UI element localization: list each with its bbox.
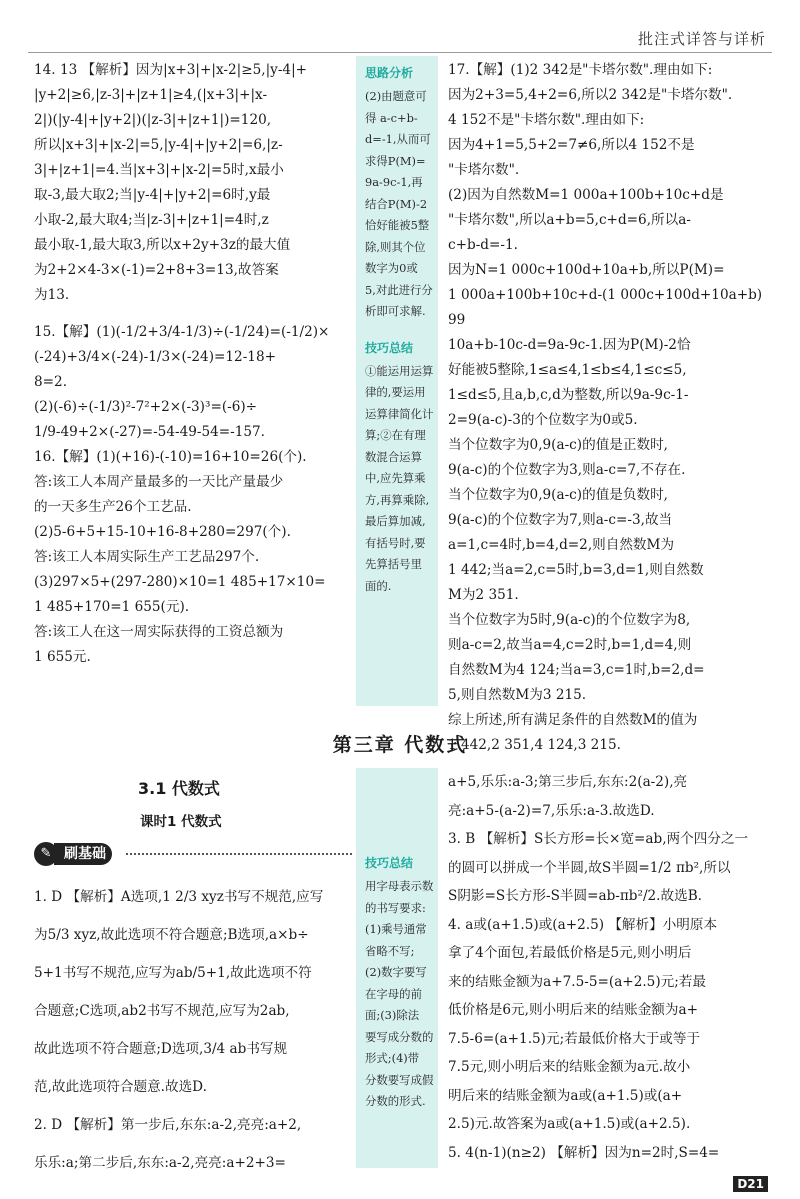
- text-line: 数混合运算: [365, 449, 422, 464]
- text-line: 省略不写;: [365, 943, 415, 958]
- text-line: 故此选项不符合题意;D选项,3/4 ab书写规: [34, 1041, 288, 1057]
- text-line: 2=9(a-c)-3的个位数字为0或5.: [448, 412, 638, 428]
- text-line: 综上所述,所有满足条件的自然数M的值为: [448, 712, 698, 728]
- text-line: c+b-d=-1.: [448, 237, 518, 253]
- text-line: 分数要写成假: [365, 1072, 434, 1087]
- solution-17: [448, 58, 772, 758]
- text-line: 明后来的结账金额为a或(a+1.5)或(a+: [448, 1087, 683, 1104]
- text-line: 拿了4个面包,若最低价格是5元,则小明后: [448, 945, 692, 961]
- text-line: 4 152不是"卡塔尔数".理由如下:: [448, 112, 645, 128]
- text-line: 5+1书写不规范,应写为ab/5+1,故此选项不符: [34, 965, 312, 981]
- text-line: 中,应先算乘: [365, 471, 426, 485]
- text-line: (2)由题意可: [365, 89, 427, 103]
- text-line: 的圆可以拼成一个半圆,故S半圆=1/2 πb²,所以: [448, 859, 731, 876]
- text-line: a=1,c=4时,b=4,d=2,则自然数M为: [448, 537, 675, 553]
- text-line: (1)乘号通常: [365, 922, 427, 936]
- text-line: (2)因为自然数M=1 000a+100b+10c+d是: [448, 187, 724, 203]
- text-line: (-24)+3/4×(-24)-1/3×(-24)=12-18+: [34, 349, 276, 365]
- text-line: 方,再算乘除,: [365, 492, 430, 507]
- text-line: 因为N=1 000c+100d+10a+b,所以P(M)=: [448, 262, 725, 278]
- text-line: 小取-2,最大取4;当|z-3|+|z+1|=4时,z: [34, 212, 269, 228]
- text-line: 最后算加减,: [365, 514, 426, 528]
- text-line: 2. D 【解析】第一步后,东东:a-2,亮亮:a+2,: [34, 1117, 302, 1133]
- solutions-1-2: [34, 878, 356, 1182]
- text-line: 10a+b-10c-d=9a-9c-1.因为P(M)-2恰: [448, 337, 691, 353]
- text-line: 16.【解】(1)(+16)-(-10)=16+10=26(个).: [34, 449, 307, 465]
- sidebar-bottom-text: [365, 876, 434, 1113]
- text-line: d=-1,从而可: [365, 132, 431, 146]
- header-title: 批注式详答与详析: [637, 30, 766, 48]
- text-line: 合题意;C选项,ab2书写不规范,应写为2ab,: [34, 1003, 290, 1019]
- text-line: ①能运用运算: [365, 363, 434, 378]
- text-line: 3|+|z+1|=4.当|x+3|+|x-2|=5时,x最小: [34, 162, 284, 178]
- text-line: a+5,乐乐:a-3;第三步后,东东:2(a-2),亮: [448, 774, 688, 790]
- text-line: 答:该工人本周产量最多的一天比产量最少: [34, 474, 284, 490]
- sidebar-title-analysis: 思路分析: [365, 66, 414, 80]
- text-line: 当个位数字为0,9(a-c)的值是负数时,: [448, 487, 668, 503]
- text-line: 数字为0或: [365, 261, 418, 275]
- text-line: [34, 308, 356, 320]
- text-line: 有括号时,要: [365, 535, 426, 550]
- text-line: 面的.: [365, 578, 392, 593]
- text-line: 答:该工人在这一周实际获得的工资总额为: [34, 624, 284, 640]
- text-line: S阴影=S长方形-S半圆=ab-πb²/2.故选B.: [448, 888, 702, 904]
- lesson-heading: 课时1 代数式: [140, 814, 222, 830]
- text-line: 范,故此选项符合题意.故选D.: [34, 1079, 207, 1095]
- text-line: 恰好能被5整: [365, 218, 430, 232]
- text-line: 则a-c=2,故当a=4,c=2时,b=1,d=4,则: [448, 637, 692, 653]
- text-line: 因为4+1=5,5+2=7≠6,所以4 152不是: [448, 137, 695, 153]
- text-line: 因为2+3=5,4+2=6,所以2 342是"卡塔尔数".: [448, 87, 733, 103]
- text-line: 得 a-c+b-: [365, 110, 418, 125]
- text-line: 15.【解】(1)(-1/2+3/4-1/3)÷(-1/24)=(-1/2)×: [34, 324, 330, 340]
- text-line: 当个位数字为0,9(a-c)的值是正数时,: [448, 437, 668, 453]
- text-line: 的一天多生产26个工艺品.: [34, 499, 192, 515]
- text-line: 低价格是6元,则小明后来的结账金额为a+: [448, 1002, 698, 1018]
- text-line: (2)(-6)÷(-1/3)²-7²+2×(-3)³=(-6)÷: [34, 399, 258, 415]
- section-heading: 3.1 代数式: [138, 779, 220, 798]
- text-line: 2|)(|y-4|+|y+2|)(|z-3|+|z+1|)=120,: [34, 112, 272, 128]
- text-line: 14. 13 【解析】因为|x+3|+|x-2|≥5,|y-4|+: [34, 62, 308, 78]
- text-line: 自然数M为4 124;当a=3,c=1时,b=2,d=: [448, 662, 705, 678]
- text-line: M为2 351.: [448, 587, 519, 603]
- chapter-heading: 第三章 代数式: [332, 734, 468, 756]
- text-line: 1 485+170=1 655(元).: [34, 599, 190, 615]
- text-line: 3. B 【解析】S长方形=长×宽=ab,两个四分之一: [448, 831, 749, 847]
- text-line: 除,则其个位: [365, 239, 426, 254]
- text-line: 取-3,最大取2;当|y-4|+|y+2|=6时,y最: [34, 187, 271, 203]
- text-line: 在字母的前: [365, 986, 422, 1001]
- text-line: 99: [448, 312, 466, 328]
- text-line: "卡塔尔数",所以a+b=5,c+d=6,所以a-: [448, 212, 691, 228]
- sidebar-title-bottom: 技巧总结: [365, 856, 414, 870]
- text-line: 运算律简化计: [365, 406, 434, 421]
- text-line: 为2+2×4-3×(-1)=2+8+3=13,故答案: [34, 262, 279, 278]
- text-line: 的书写要求:: [365, 900, 426, 915]
- text-line: 9(a-c)的个位数字为3,则a-c=7,不存在.: [448, 462, 686, 478]
- text-line: 1. D 【解析】A选项,1 2/3 xyz书写不规范,应写: [34, 889, 324, 905]
- text-line: 5,对此进行分: [365, 282, 433, 297]
- text-line: 9a-9c-1,再: [365, 175, 423, 189]
- text-line: 为13.: [34, 287, 70, 303]
- text-line: "卡塔尔数".: [448, 162, 520, 178]
- text-line: 17.【解】(1)2 342是"卡塔尔数".理由如下:: [448, 62, 713, 78]
- practice-banner: [34, 838, 352, 870]
- solutions-3-5: [448, 768, 772, 1167]
- text-line: 当个位数字为5时,9(a-c)的个位数字为8,: [448, 612, 691, 628]
- text-line: |y+2|≥6,|z-3|+|z+1|≥4,(|x+3|+|x-: [34, 87, 268, 103]
- text-line: 律的,要运用: [365, 385, 426, 399]
- text-line: 先算括号里: [365, 557, 422, 571]
- text-line: 分数的形式.: [365, 1094, 426, 1108]
- sidebar-tips-bottom: [356, 768, 438, 1168]
- text-line: 析即可求解.: [365, 304, 426, 318]
- text-line: 要写成分数的: [365, 1029, 434, 1044]
- header-rule: [28, 52, 772, 53]
- pencil-icon: ✎: [34, 842, 58, 866]
- text-line: 7.5-6=(a+1.5)元;若最低价格大于或等于: [448, 1030, 701, 1047]
- text-line: 面;(3)除法: [365, 1008, 420, 1022]
- text-line: 最小取-1,最大取3,所以x+2y+3z的最大值: [34, 237, 291, 253]
- text-line: 5. 4(n-1)(n≥2) 【解析】因为n=2时,S=4=: [448, 1144, 720, 1161]
- text-line: 答:该工人本周实际生产工艺品297个.: [34, 549, 260, 565]
- text-line: 1/9-49+2×(-27)=-54-49-54=-157.: [34, 424, 266, 440]
- sidebar-analysis-text: [365, 86, 433, 323]
- text-line: 所以|x+3|+|x-2|=5,|y-4|+|y+2|=6,|z-: [34, 137, 283, 153]
- text-line: 来的结账金额为a+7.5-5=(a+2.5)元;若最: [448, 973, 706, 990]
- sidebar-tips-text: [365, 361, 434, 598]
- text-line: 1 442;当a=2,c=5时,b=3,d=1,则自然数: [448, 562, 704, 578]
- practice-label: 刷基础: [54, 843, 112, 865]
- sidebar-tips-top: [356, 56, 438, 706]
- page-number: D21: [733, 1176, 768, 1192]
- text-line: 为5/3 xyz,故此选项不符合题意;B选项,a×b÷: [34, 927, 309, 943]
- text-line: (2)数字要写: [365, 965, 427, 979]
- sidebar-title-tips: 技巧总结: [365, 340, 414, 355]
- text-line: 1 000a+100b+10c+d-(1 000c+100d+10a+b): [448, 287, 763, 303]
- text-line: 9(a-c)的个位数字为7,则a-c=-3,故当: [448, 512, 673, 528]
- text-line: 5,则自然数M为3 215.: [448, 687, 587, 703]
- text-line: 1 655元.: [34, 649, 91, 665]
- text-line: 形式;(4)带: [365, 1051, 420, 1065]
- text-line: 亮:a+5-(a-2)=7,乐乐:a-3.故选D.: [448, 802, 655, 819]
- dotted-divider: [126, 853, 352, 855]
- text-line: 乐乐:a;第二步后,东东:a-2,亮亮:a+2+3=: [34, 1155, 286, 1171]
- text-line: 结合P(M)-2: [365, 196, 428, 211]
- text-line: 2.5)元.故答案为a或(a+1.5)或(a+2.5).: [448, 1116, 691, 1132]
- solutions-14-16: [34, 58, 356, 670]
- text-line: (3)297×5+(297-280)×10=1 485+17×10=: [34, 574, 326, 590]
- text-line: 好能被5整除,1≤a≤4,1≤b≤4,1≤c≤5,: [448, 362, 687, 378]
- text-line: 8=2.: [34, 374, 68, 390]
- text-line: (2)5-6+5+15-10+16-8+280=297(个).: [34, 524, 291, 540]
- text-line: 算;②在有理: [365, 428, 426, 442]
- text-line: 用字母表示数: [365, 879, 434, 893]
- text-line: 4. a或(a+1.5)或(a+2.5) 【解析】小明原本: [448, 916, 718, 933]
- text-line: 7.5元,则小明后来的结账金额为a元.故小: [448, 1059, 691, 1075]
- text-line: 1≤d≤5,且a,b,c,d为整数,所以9a-9c-1-: [448, 387, 689, 403]
- text-line: 求得P(M)=: [365, 153, 426, 168]
- text-line: 1 442,2 351,4 124,3 215.: [448, 737, 621, 753]
